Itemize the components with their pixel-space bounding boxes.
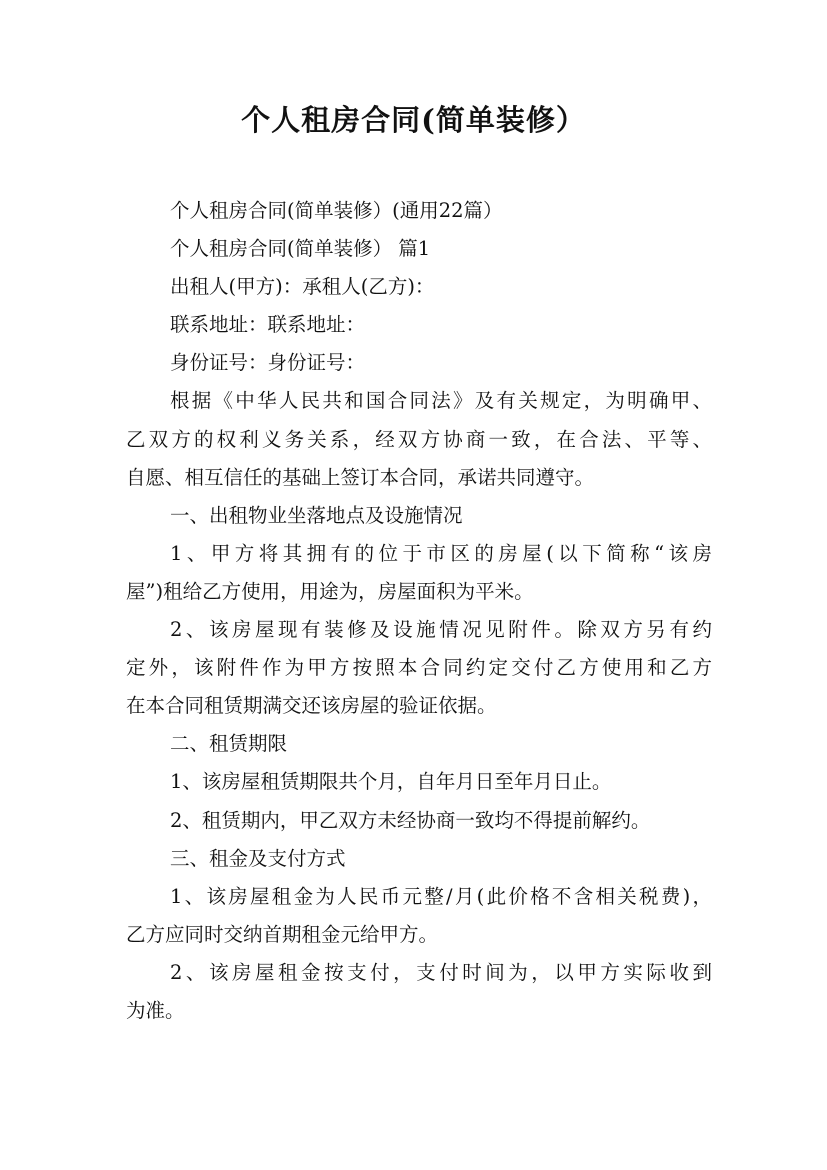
paragraph-line: 自愿、相互信任的基础上签订本合同，承诺共同遵守。 bbox=[126, 465, 595, 489]
paragraph-line: 2、该房屋现有装修及设施情况见附件。除双方另有约 bbox=[170, 618, 712, 642]
paragraph-line: 屋”)租给乙方使用，用途为，房屋面积为平米。 bbox=[126, 579, 534, 603]
paragraph-line: 2、租赁期内，甲乙双方未经协商一致均不得提前解约。 bbox=[170, 808, 651, 832]
paragraph-line: 1、该房屋租赁期限共个月，自年月日至年月日止。 bbox=[170, 770, 612, 794]
clause-heading-line: 一、出租物业坐落地点及设施情况 bbox=[170, 503, 463, 527]
id-number-line: 身份证号：身份证号： bbox=[170, 351, 366, 375]
paragraph-line: 乙双方的权利义务关系，经双方协商一致，在合法、平等、 bbox=[126, 427, 712, 451]
party-line: 出租人(甲方)：承租人(乙方)： bbox=[170, 275, 435, 299]
address-line: 联系地址：联系地址： bbox=[170, 313, 366, 337]
paragraph-line: 1、甲方将其拥有的位于市区的房屋(以下简称“该房 bbox=[170, 541, 712, 565]
paragraph-line: 为准。 bbox=[126, 998, 185, 1022]
document-title: 个人租房合同(简单装修） bbox=[241, 103, 586, 137]
paragraph-line: 2、该房屋租金按支付，支付时间为，以甲方实际收到 bbox=[170, 960, 712, 984]
section-heading-line: 个人租房合同(简单装修） 篇1 bbox=[170, 237, 431, 261]
paragraph-line: 乙方应同时交纳首期租金元给甲方。 bbox=[126, 922, 439, 946]
clause-heading-line: 二、租赁期限 bbox=[170, 732, 288, 756]
subtitle-line: 个人租房合同(简单装修）(通用22篇） bbox=[170, 199, 503, 222]
paragraph-line: 在本合同租赁期满交还该房屋的验证依据。 bbox=[126, 694, 497, 718]
document-body bbox=[126, 192, 712, 1030]
paragraph-line: 根据《中华人民共和国合同法》及有关规定，为明确甲、 bbox=[170, 389, 712, 413]
paragraph-line: 定外，该附件作为甲方按照本合同约定交付乙方使用和乙方 bbox=[126, 656, 712, 680]
clause-heading-line: 三、租金及支付方式 bbox=[170, 846, 346, 870]
paragraph-line: 1、该房屋租金为人民币元整/月(此价格不含相关税费)， bbox=[170, 884, 712, 908]
